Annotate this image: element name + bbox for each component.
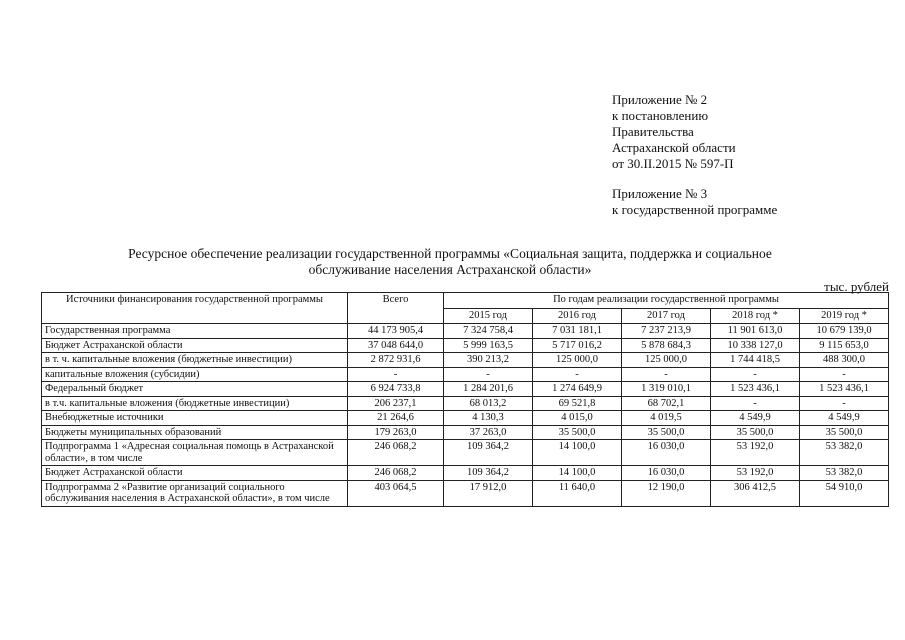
row-year-value: 14 100,0 bbox=[533, 440, 622, 466]
table-row bbox=[42, 411, 889, 426]
row-total: 37 048 644,0 bbox=[348, 338, 444, 353]
header-years-group: По годам реализации государственной программы bbox=[444, 293, 889, 309]
row-year-value: 12 190,0 bbox=[622, 480, 711, 506]
row-year-value: 7 237 213,9 bbox=[622, 324, 711, 339]
row-year-value: 4 130,3 bbox=[444, 411, 533, 426]
appendix2-line2: Правительства bbox=[612, 124, 694, 139]
row-total: 2 872 931,6 bbox=[348, 353, 444, 368]
row-label: Подпрограмма 1 «Адресная социальная помощь в Астраханской области», в том числе bbox=[42, 440, 348, 466]
table-row bbox=[42, 367, 889, 382]
row-year-value: - bbox=[711, 367, 800, 382]
row-year-value: 11 901 613,0 bbox=[711, 324, 800, 339]
header-year: 2016 год bbox=[533, 308, 622, 324]
appendix-header bbox=[612, 92, 777, 218]
document-title bbox=[60, 246, 840, 278]
row-year-value: 4 549,9 bbox=[800, 411, 889, 426]
row-year-value: 53 382,0 bbox=[800, 466, 889, 481]
row-year-value: 7 031 181,1 bbox=[533, 324, 622, 339]
table-row bbox=[42, 353, 889, 368]
appendix3-line1: к государственной программе bbox=[612, 202, 778, 217]
row-total: - bbox=[348, 367, 444, 382]
row-label: Государственная программа bbox=[42, 324, 348, 339]
row-year-value: 10 338 127,0 bbox=[711, 338, 800, 353]
row-year-value: - bbox=[444, 367, 533, 382]
table-row bbox=[42, 425, 889, 440]
row-year-value: - bbox=[533, 367, 622, 382]
funding-table bbox=[41, 292, 889, 507]
row-year-value: 35 500,0 bbox=[533, 425, 622, 440]
header-source: Источники финансирования государственной программы bbox=[42, 293, 348, 324]
row-year-value: - bbox=[711, 396, 800, 411]
row-year-value: 488 300,0 bbox=[800, 353, 889, 368]
appendix2-line4: от 30.II.2015 № 597-П bbox=[612, 156, 734, 171]
table-row bbox=[42, 324, 889, 339]
row-year-value: 53 382,0 bbox=[800, 440, 889, 466]
row-year-value: 16 030,0 bbox=[622, 440, 711, 466]
row-year-value: 37 263,0 bbox=[444, 425, 533, 440]
row-year-value: 1 284 201,6 bbox=[444, 382, 533, 397]
table-row bbox=[42, 466, 889, 481]
row-year-value: 14 100,0 bbox=[533, 466, 622, 481]
row-total: 206 237,1 bbox=[348, 396, 444, 411]
appendix2-line1: к постановлению bbox=[612, 108, 709, 123]
row-year-value: 109 364,2 bbox=[444, 440, 533, 466]
document-title-line2: обслуживание населения Астраханской области» bbox=[308, 262, 592, 277]
header-total: Всего bbox=[348, 293, 444, 324]
row-total: 6 924 733,8 bbox=[348, 382, 444, 397]
header-year: 2017 год bbox=[622, 308, 711, 324]
row-label: в т. ч. капитальные вложения (бюджетные инвестиции) bbox=[42, 353, 348, 368]
row-year-value: 68 702,1 bbox=[622, 396, 711, 411]
row-year-value: 53 192,0 bbox=[711, 440, 800, 466]
row-year-value: 69 521,8 bbox=[533, 396, 622, 411]
row-year-value: - bbox=[800, 367, 889, 382]
table-row bbox=[42, 396, 889, 411]
row-year-value: 125 000,0 bbox=[622, 353, 711, 368]
row-year-value: 109 364,2 bbox=[444, 466, 533, 481]
row-year-value: 1 319 010,1 bbox=[622, 382, 711, 397]
row-total: 246 068,2 bbox=[348, 440, 444, 466]
row-year-value: 68 013,2 bbox=[444, 396, 533, 411]
row-total: 403 064,5 bbox=[348, 480, 444, 506]
header-year: 2018 год * bbox=[711, 308, 800, 324]
row-year-value: 11 640,0 bbox=[533, 480, 622, 506]
row-year-value: 7 324 758,4 bbox=[444, 324, 533, 339]
row-year-value: 35 500,0 bbox=[622, 425, 711, 440]
row-total: 179 263,0 bbox=[348, 425, 444, 440]
row-total: 246 068,2 bbox=[348, 466, 444, 481]
header-year: 2015 год bbox=[444, 308, 533, 324]
document-title-line1: Ресурсное обеспечение реализации государственной программы «Социальная защита, поддержка и социальное bbox=[128, 246, 772, 261]
row-year-value: 16 030,0 bbox=[622, 466, 711, 481]
table-row bbox=[42, 382, 889, 397]
row-label: Бюджет Астраханской области bbox=[42, 338, 348, 353]
row-year-value: 1 274 649,9 bbox=[533, 382, 622, 397]
row-total: 21 264,6 bbox=[348, 411, 444, 426]
row-label: Федеральный бюджет bbox=[42, 382, 348, 397]
appendix3-title: Приложение № 3 bbox=[612, 186, 708, 201]
row-year-value: 390 213,2 bbox=[444, 353, 533, 368]
appendix2-line3: Астраханской области bbox=[612, 140, 736, 155]
row-year-value: 53 192,0 bbox=[711, 466, 800, 481]
row-year-value: - bbox=[800, 396, 889, 411]
row-year-value: 1 744 418,5 bbox=[711, 353, 800, 368]
row-year-value: 5 717 016,2 bbox=[533, 338, 622, 353]
row-year-value: 5 999 163,5 bbox=[444, 338, 533, 353]
row-year-value: 125 000,0 bbox=[533, 353, 622, 368]
row-year-value: 1 523 436,1 bbox=[800, 382, 889, 397]
row-year-value: 54 910,0 bbox=[800, 480, 889, 506]
row-year-value: 17 912,0 bbox=[444, 480, 533, 506]
appendix2-title: Приложение № 2 bbox=[612, 92, 708, 107]
row-label: Бюджет Астраханской области bbox=[42, 466, 348, 481]
row-year-value: 1 523 436,1 bbox=[711, 382, 800, 397]
row-label: капитальные вложения (субсидии) bbox=[42, 367, 348, 382]
row-year-value: - bbox=[622, 367, 711, 382]
row-year-value: 5 878 684,3 bbox=[622, 338, 711, 353]
row-total: 44 173 905,4 bbox=[348, 324, 444, 339]
row-label: в т.ч. капитальные вложения (бюджетные инвестиции) bbox=[42, 396, 348, 411]
row-year-value: 4 019,5 bbox=[622, 411, 711, 426]
row-year-value: 306 412,5 bbox=[711, 480, 800, 506]
table-body bbox=[42, 324, 889, 507]
row-label: Подпрограмма 2 «Развитие организаций социального обслуживания населения в Астраханской области», в том числе bbox=[42, 480, 348, 506]
table-row bbox=[42, 338, 889, 353]
row-year-value: 4 549,9 bbox=[711, 411, 800, 426]
table-row bbox=[42, 480, 889, 506]
units-label: тыс. рублей bbox=[824, 279, 889, 294]
row-label: Бюджеты муниципальных образований bbox=[42, 425, 348, 440]
row-year-value: 4 015,0 bbox=[533, 411, 622, 426]
table-row bbox=[42, 440, 889, 466]
header-year: 2019 год * bbox=[800, 308, 889, 324]
row-year-value: 10 679 139,0 bbox=[800, 324, 889, 339]
row-year-value: 35 500,0 bbox=[800, 425, 889, 440]
row-year-value: 35 500,0 bbox=[711, 425, 800, 440]
row-label: Внебюджетные источники bbox=[42, 411, 348, 426]
row-year-value: 9 115 653,0 bbox=[800, 338, 889, 353]
